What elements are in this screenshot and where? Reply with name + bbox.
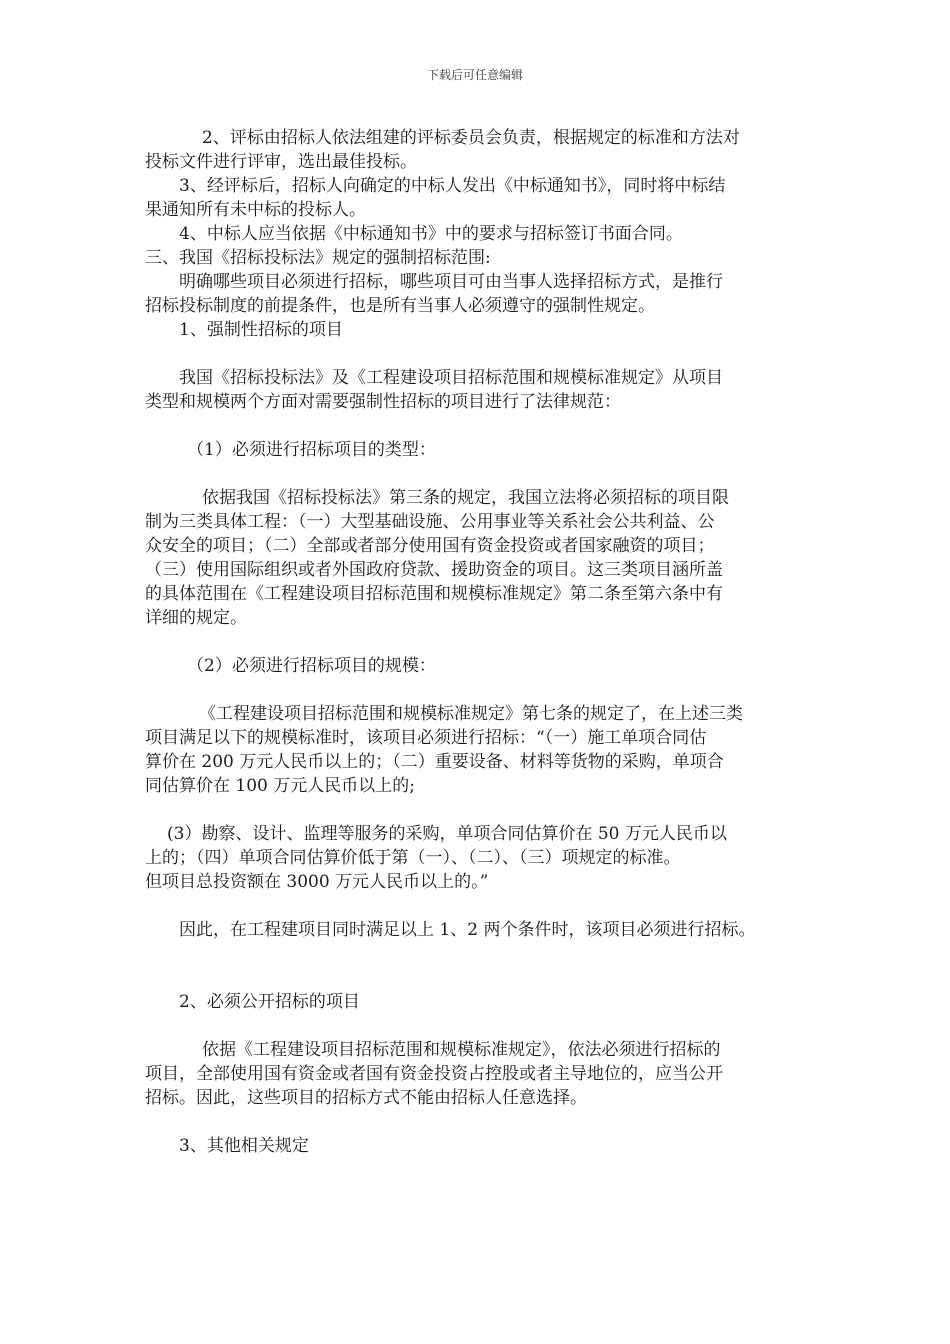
text-line: 果通知所有未中标的投标人。 bbox=[145, 200, 366, 220]
item-heading: （1）必须进行招标项目的类型： bbox=[187, 440, 436, 460]
text-line: 因此，在工程建项目同时满足以上 1、2 两个条件时，该项目必须进行招标。 bbox=[179, 920, 756, 940]
text-line: 明确哪些项目必须进行招标，哪些项目可由当事人选择招标方式，是推行 bbox=[179, 272, 723, 292]
text-line: 项目，全部使用国有资金或者国有资金投资占控股或者主导地位的，应当公开 bbox=[145, 1064, 723, 1084]
page-header: 下载后可任意编辑 bbox=[426, 68, 523, 82]
text-line: 我国《招标投标法》及《工程建设项目招标范围和规模标准规定》从项目 bbox=[179, 368, 723, 388]
text-line: 招标投标制度的前提条件，也是所有当事人必须遵守的强制性规定。 bbox=[145, 296, 655, 316]
section-heading: 三、我国《招标投标法》规定的强制招标范围: bbox=[145, 248, 491, 268]
text-line: 依据我国《招标投标法》第三条的规定，我国立法将必须招标的项目限 bbox=[202, 488, 729, 508]
text-line: 招标。因此，这些项目的招标方式不能由招标人任意选择。 bbox=[145, 1088, 587, 1108]
text-line: 依据《工程建设项目招标范围和规模标准规定》，依法必须进行招标的 bbox=[202, 1040, 721, 1060]
text-line: 制为三类具体工程：（一）大型基础设施、公用事业等关系社会公共利益、公 bbox=[145, 512, 715, 532]
text-line: 算价在 200 万元人民币以上的；（二）重要设备、材料等货物的采购，单项合 bbox=[145, 752, 724, 772]
text-line: 《工程建设项目招标范围和规模标准规定》第七条的规定了，在上述三类 bbox=[199, 704, 743, 724]
text-line: (3）勘察、设计、监理等服务的采购，单项合同估算价在 50 万元人民币以 bbox=[167, 824, 727, 844]
text-line: 上的；（四）单项合同估算价低于第（一）、（二）、（三）项规定的标准。 bbox=[145, 848, 681, 868]
text-line: （三）使用国际组织或者外国政府贷款、援助资金的项目。这三类项目涵所盖 bbox=[145, 560, 723, 580]
text-line: 详细的规定。 bbox=[145, 608, 247, 628]
text-line: 的具体范围在《工程建设项目招标范围和规模标准规定》第二条至第六条中有 bbox=[145, 584, 723, 604]
subsection-heading: 3、其他相关规定 bbox=[179, 1136, 309, 1156]
subsection-heading: 1、强制性招标的项目 bbox=[179, 320, 343, 340]
text-line: 众安全的项目；（二）全部或者部分使用国有资金投资或者国家融资的项目； bbox=[145, 536, 715, 556]
text-line: 4、中标人应当依据《中标通知书》中的要求与招标签订书面合同。 bbox=[179, 224, 683, 244]
text-line: 类型和规模两个方面对需要强制性招标的项目进行了法律规范： bbox=[145, 392, 621, 412]
text-line: 但项目总投资额在 3000 万元人民币以上的。” bbox=[145, 872, 489, 892]
subsection-heading: 2、必须公开招标的项目 bbox=[179, 992, 360, 1012]
item-heading: （2）必须进行招标项目的规模： bbox=[187, 656, 436, 676]
text-line: 投标文件进行评审，选出最佳投标。 bbox=[145, 152, 417, 172]
text-line: 同估算价在 100 万元人民币以上的; bbox=[145, 776, 415, 796]
text-line: 2、评标由招标人依法组建的评标委员会负责，根据规定的标准和方法对 bbox=[202, 128, 740, 148]
text-line: 项目满足以下的规模标准时，该项目必须进行招标：“（一）施工单项合同估 bbox=[145, 728, 707, 748]
text-line: 3、经评标后，招标人向确定的中标人发出《中标通知书》，同时将中标结 bbox=[179, 176, 726, 196]
document-body bbox=[145, 126, 810, 1158]
